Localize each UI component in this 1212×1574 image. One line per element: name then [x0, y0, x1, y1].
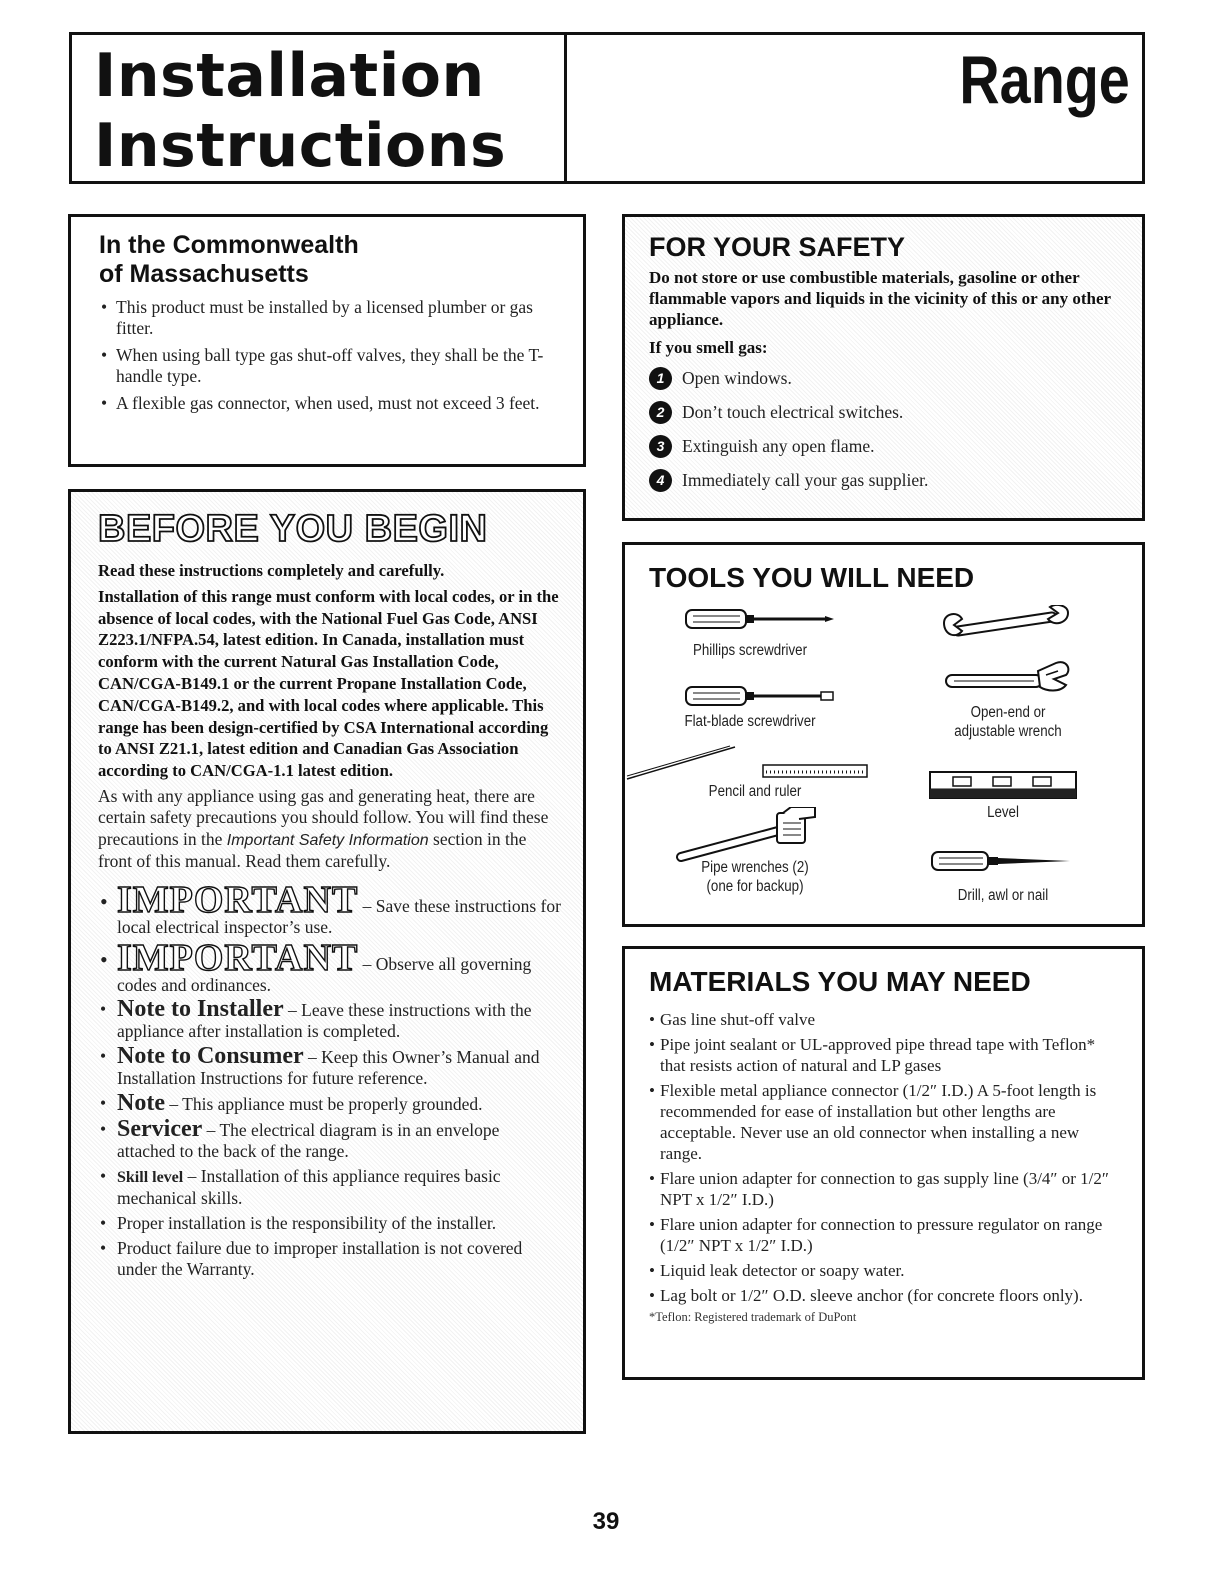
- list-item: • Liquid leak detector or soapy water.: [649, 1260, 1120, 1281]
- materials-heading: MATERIALS YOU MAY NEED: [649, 966, 1031, 997]
- list-item: • IMPORTANT – Observe all governing codes and ordinances.: [98, 941, 561, 996]
- document-title: [94, 41, 506, 181]
- note-lead: Note to Installer: [117, 995, 284, 1022]
- note-text: The electrical diagram is in an envelope attached to the back of the range.: [117, 1119, 500, 1161]
- note-text: Leave these instructions with the appliance after installation is completed.: [117, 999, 532, 1041]
- note-text: This appliance must be properly grounded.: [182, 1093, 483, 1114]
- step-text: Don’t touch electrical switches.: [682, 401, 904, 422]
- teflon-footnote: *Teflon: Registered trademark of DuPont: [649, 1310, 857, 1324]
- list-item: • Pipe joint sealant or UL-approved pipe thread tape with Teflon* that resists action of natural and LP gases: [649, 1034, 1120, 1076]
- note-text: Proper installation is the responsibility of the installer.: [117, 1212, 497, 1233]
- pipe-wrench-label-line-1: Pipe wrenches (2): [701, 859, 809, 876]
- title-line-1: Installation: [94, 41, 485, 111]
- tool-label: Pencil and ruler: [708, 783, 802, 800]
- pipe-wrench-icon: [675, 807, 825, 863]
- drill-awl-icon: [931, 849, 1071, 873]
- wrench-label-line-1: Open-end or: [970, 704, 1046, 721]
- note-lead: Note to Consumer: [117, 1042, 304, 1069]
- important-safety-reference: Important Safety Information: [226, 831, 429, 849]
- massachusetts-heading-line-1: In the Commonwealth: [99, 231, 359, 259]
- massachusetts-box: [68, 214, 586, 467]
- list-item: • Note to Installer – Leave these instructions with the appliance after installation is completed.: [98, 999, 561, 1042]
- tool-label: Drill, awl or nail: [957, 887, 1049, 904]
- title-line-2: Instructions: [94, 111, 507, 181]
- ruler-icon: [762, 764, 868, 778]
- pipe-wrench-label-line-2: (one for backup): [706, 878, 804, 895]
- massachusetts-heading-line-2: of Massachusetts: [99, 260, 309, 288]
- note-lead: IMPORTANT: [117, 936, 359, 979]
- list-item: • Note to Consumer – Keep this Owner’s Manual and Installation Instructions for future reference.: [98, 1046, 561, 1089]
- before-you-begin-heading: BEFORE YOU BEGIN: [98, 508, 488, 550]
- note-text: Save these instructions for local electrical inspector’s use.: [117, 895, 561, 937]
- step-number-icon: 3: [649, 435, 672, 458]
- tool-label: Level: [987, 804, 1019, 821]
- list-item: • Flare union adapter for connection to pressure regulator on range (1/2″ NPT x 1/2″ I.D.): [649, 1214, 1120, 1256]
- page-header: [69, 32, 1145, 184]
- precautions-text-end: section in the front of this manual. Read them carefully.: [98, 828, 527, 872]
- header-divider: [564, 35, 567, 181]
- tool-label: [669, 858, 841, 896]
- step-number-icon: 2: [649, 401, 672, 424]
- product-name: Range: [959, 42, 1130, 118]
- list-item: [98, 1238, 561, 1280]
- list-item: • When using ball type gas shut-off valves, they shall be the T-handle type.: [99, 345, 559, 387]
- list-item: • Note – This appliance must be properly grounded.: [98, 1093, 561, 1115]
- flat-screwdriver-icon: [685, 684, 835, 708]
- safety-step: [649, 463, 1120, 497]
- step-number-icon: 1: [649, 367, 672, 390]
- note-text: Keep this Owner’s Manual and Installation Instructions for future reference.: [117, 1046, 540, 1088]
- massachusetts-list: [99, 297, 559, 414]
- list-item: • IMPORTANT – Save these instructions for local electrical inspector’s use.: [98, 883, 561, 938]
- tools-box: [622, 542, 1145, 927]
- step-text: Extinguish any open flame.: [682, 435, 875, 456]
- note-text: Product failure due to improper installation is not covered under the Warranty.: [117, 1237, 523, 1279]
- note-text: Observe all governing codes and ordinances.: [117, 953, 532, 995]
- list-item: • Lag bolt or 1/2″ O.D. sleeve anchor (for concrete floors only).: [649, 1285, 1120, 1306]
- list-item: • This product must be installed by a licensed plumber or gas fitter.: [99, 297, 559, 339]
- wrench-label-line-2: adjustable wrench: [954, 723, 1062, 740]
- tools-heading: TOOLS YOU WILL NEED: [649, 562, 975, 593]
- adjustable-wrench-icon: [942, 657, 1072, 695]
- note-lead: Skill level: [117, 1168, 184, 1186]
- note-lead: Servicer: [117, 1115, 203, 1142]
- materials-box: [622, 946, 1145, 1380]
- list-item: • A flexible gas connector, when used, must not exceed 3 feet.: [99, 393, 559, 414]
- tool-label: Flat-blade screwdriver: [684, 713, 816, 730]
- phillips-screwdriver-icon: [685, 607, 835, 631]
- note-lead: Note: [117, 1089, 165, 1116]
- tool-label: [922, 703, 1094, 741]
- list-item: • Skill level – Installation of this appliance requires basic mechanical skills.: [98, 1166, 561, 1209]
- precautions-paragraph: [98, 786, 561, 873]
- list-item: • Flexible metal appliance connector (1/2″ I.D.) A 5-foot length is recommended for ease of installation but other lengths are acceptable. Never use an old connector when installing a new range.: [649, 1080, 1120, 1164]
- safety-step: [649, 361, 1120, 395]
- safety-heading: FOR YOUR SAFETY: [649, 232, 906, 262]
- safety-warning: Do not store or use combustible materials, gasoline or other flammable vapors and liquids in the vicinity of this or any other appliance.: [649, 268, 1111, 329]
- notes-list: [98, 878, 561, 1280]
- step-number-icon: 4: [649, 469, 672, 492]
- safety-step: [649, 395, 1120, 429]
- tool-label: Phillips screwdriver: [692, 642, 808, 659]
- massachusetts-heading: [99, 231, 559, 289]
- before-you-begin-box: [68, 489, 586, 1434]
- pencil-icon: [625, 745, 737, 781]
- note-lead: IMPORTANT: [117, 878, 359, 921]
- smell-gas-heading: If you smell gas:: [649, 338, 768, 357]
- list-item: • Gas line shut-off valve: [649, 1009, 1120, 1030]
- list-item: [98, 1213, 561, 1234]
- materials-list: [649, 1009, 1120, 1306]
- page-number: 39: [592, 1508, 620, 1535]
- step-text: Immediately call your gas supplier.: [682, 469, 929, 490]
- note-text: Installation of this appliance requires basic mechanical skills.: [117, 1165, 501, 1208]
- level-icon: [929, 771, 1077, 799]
- codes-paragraph: Installation of this range must conform with local codes, or in the absence of local codes, with the National Fuel Gas Code, ANSI Z223.1/NFPA.54, latest edition. In Canada, installation must conform with the current Natural Gas Installation Code, CAN/CGA-B149.1 or the current Propane Installation Code, CAN/CGA-B149.2, and with local codes where applicable. This range has been design-certified by CSA International according to ANSI Z21.1, latest edition and Canadian Gas Association according to CAN/CGA-1.1 latest edition.: [98, 586, 559, 781]
- safety-step: [649, 429, 1120, 463]
- safety-box: [622, 214, 1145, 521]
- read-instructions: Read these instructions completely and carefully.: [98, 561, 445, 580]
- step-text: Open windows.: [682, 367, 792, 388]
- precautions-text-start: As with any appliance using gas and generating heat, there are certain safety precautions you should follow. You will find these precautions in the: [98, 785, 549, 849]
- list-item: • Servicer – The electrical diagram is in an envelope attached to the back of the range.: [98, 1119, 561, 1162]
- open-end-wrench-icon: [942, 605, 1070, 641]
- list-item: • Flare union adapter for connection to gas supply line (3/4″ or 1/2″ NPT x 1/2″ I.D.): [649, 1168, 1120, 1210]
